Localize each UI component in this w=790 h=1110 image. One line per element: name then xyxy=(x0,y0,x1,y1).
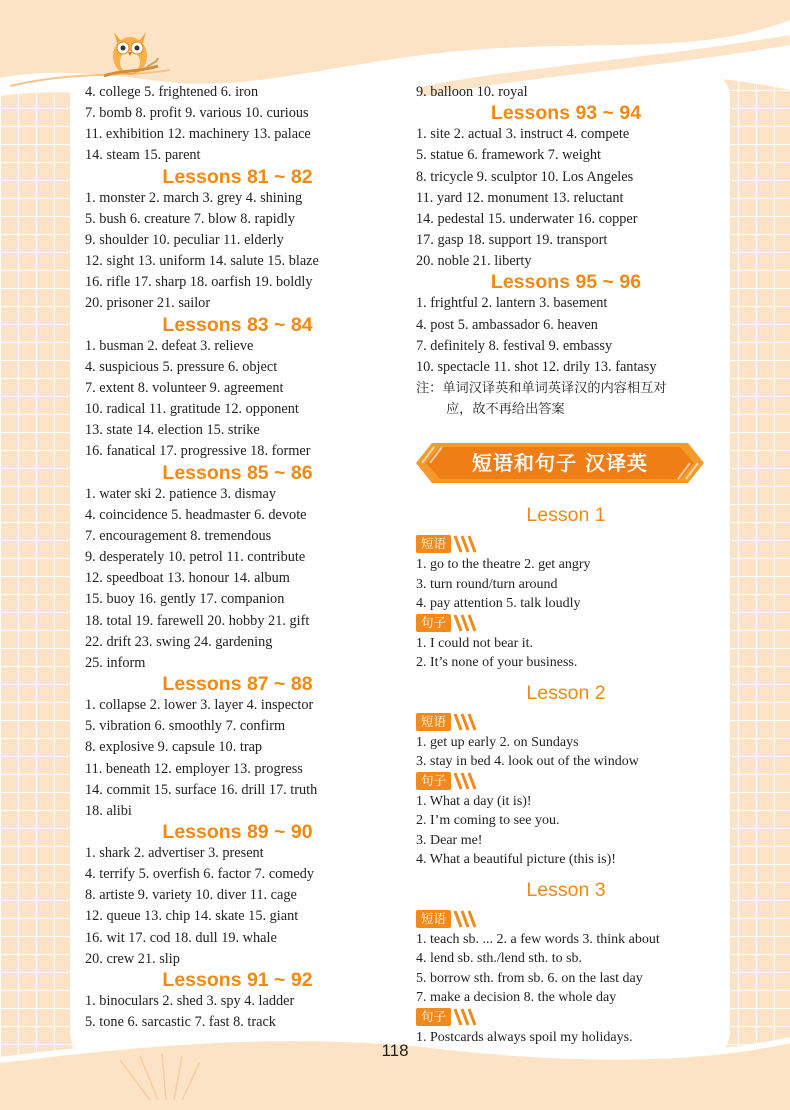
vocab-line: 7. definitely 8. festival 9. embassy xyxy=(416,337,613,354)
phrase-answer: 4. pay attention 5. talk loudly xyxy=(416,596,581,612)
phrases-tag-row xyxy=(416,535,716,555)
lesson-range-heading: Lessons 85 ~ 86 xyxy=(162,461,313,484)
phrase-answer: 1. teach sb. ... 2. a few words 3. think about xyxy=(416,931,660,947)
phrase-answer: 1. get up early 2. on Sundays xyxy=(416,734,579,750)
vocab-line: 20. crew 21. slip xyxy=(85,950,180,967)
lesson-range-heading: Lessons 81 ~ 82 xyxy=(162,165,313,188)
vocab-line: 1. monster 2. march 3. grey 4. shining xyxy=(85,189,303,206)
vocab-line: 1. shark 2. advertiser 3. present xyxy=(85,845,264,862)
vocab-line: 20. prisoner 21. sailor xyxy=(85,295,211,312)
vocab-line: 11. yard 12. monument 13. reluctant xyxy=(416,189,624,206)
sentences-tag: 句子 xyxy=(416,1008,451,1026)
lesson-range-heading: Lessons 91 ~ 92 xyxy=(162,968,313,991)
tag-stripes-icon xyxy=(453,713,477,731)
vocab-line: 1. frightful 2. lantern 3. basement xyxy=(416,295,608,312)
vocab-line: 7. extent 8. volunteer 9. agreement xyxy=(85,379,284,396)
vocab-line: 22. drift 23. swing 24. gardening xyxy=(85,633,273,650)
vocab-line: 12. sight 13. uniform 14. salute 15. blaze xyxy=(85,253,319,270)
sentence-answer: 1. I could not bear it. xyxy=(416,635,534,651)
vocab-line: 5. tone 6. sarcastic 7. fast 8. track xyxy=(85,1014,276,1031)
tag-stripes-icon xyxy=(453,910,477,928)
phrases-tag: 短语 xyxy=(416,713,451,731)
vocab-line: 16. fanatical 17. progressive 18. former xyxy=(85,443,311,460)
vocab-line: 11. exhibition 12. machinery 13. palace xyxy=(85,126,311,143)
sentence-answer: 2. I’m coming to see you. xyxy=(416,813,560,829)
vocab-line: 17. gasp 18. support 19. transport xyxy=(416,231,608,248)
vocab-line: 8. explosive 9. capsule 10. trap xyxy=(85,739,263,756)
note-line-2: 应，故不再给出答案 xyxy=(446,402,565,418)
lesson-range-heading: Lessons 87 ~ 88 xyxy=(162,672,313,695)
vocab-line: 18. total 19. farewell 20. hobby 21. gift xyxy=(85,612,310,629)
vocab-line: 13. state 14. election 15. strike xyxy=(85,422,260,439)
vocab-line: 4. suspicious 5. pressure 6. object xyxy=(85,358,278,375)
vocab-line: 9. desperately 10. petrol 11. contribute xyxy=(85,549,306,566)
vocab-line: 25. inform xyxy=(85,654,146,671)
vocab-line: 1. water ski 2. patience 3. dismay xyxy=(85,485,276,502)
phrase-answer: 3. turn round/turn around xyxy=(416,576,558,592)
sentences-tag-row xyxy=(416,772,716,792)
lesson-range-heading: Lessons 83 ~ 84 xyxy=(162,313,313,336)
sentences-tag-row xyxy=(416,614,716,634)
vocab-line: 7. encouragement 8. tremendous xyxy=(85,527,272,544)
tag-stripes-icon xyxy=(453,772,477,790)
vocab-line: 5. statue 6. framework 7. weight xyxy=(416,147,602,164)
vocab-line: 12. queue 13. chip 14. skate 15. giant xyxy=(85,908,299,925)
left-column xyxy=(85,82,390,1033)
sentences-tag: 句子 xyxy=(416,614,451,632)
phrases-tag: 短语 xyxy=(416,535,451,553)
lesson-block xyxy=(416,503,716,673)
phrase-answer: 7. make a decision 8. the whole day xyxy=(416,990,617,1006)
phrase-answer: 5. borrow sth. from sb. 6. on the last day xyxy=(416,970,643,986)
tag-stripes-icon xyxy=(453,614,477,632)
lesson-block xyxy=(416,681,716,870)
vocab-line: 10. radical 11. gratitude 12. opponent xyxy=(85,401,299,418)
vocab-line: 14. commit 15. surface 16. drill 17. truth xyxy=(85,781,318,798)
phrase-answer: 3. stay in bed 4. look out of the window xyxy=(416,754,639,770)
sentence-answer: 1. What a day (it is)! xyxy=(416,793,532,809)
answer-note xyxy=(416,378,716,420)
vocab-line: 10. spectacle 11. shot 12. drily 13. fantasy xyxy=(416,358,657,375)
right-column xyxy=(416,82,716,1047)
sentence-answer: 3. Dear me! xyxy=(416,832,483,848)
phrases-tag-row xyxy=(416,910,716,930)
owl-mascot-icon xyxy=(100,22,160,80)
phrase-answer: 4. lend sb. sth./lend sth. to sb. xyxy=(416,951,583,967)
tag-stripes-icon xyxy=(453,535,477,553)
vocab-line: 9. shoulder 10. peculiar 11. elderly xyxy=(85,231,284,248)
sentences-tag-row xyxy=(416,1008,716,1028)
vocab-line: 12. speedboat 13. honour 14. album xyxy=(85,570,290,587)
vocab-line: 4. college 5. frightened 6. iron xyxy=(85,84,259,100)
vocab-line: 4. post 5. ambassador 6. heaven xyxy=(416,316,598,333)
vocab-line: 7. bomb 8. profit 9. various 10. curious xyxy=(85,105,309,122)
sentences-tag: 句子 xyxy=(416,772,451,790)
right-vocabulary-list xyxy=(416,82,716,378)
lessons-list xyxy=(416,503,716,1047)
section-banner-title: 短语和句子 汉译英 xyxy=(472,451,648,476)
vocab-line: 15. buoy 16. gently 17. companion xyxy=(85,591,285,608)
lesson-title: Lesson 2 xyxy=(526,681,606,704)
vocab-line: 8. artiste 9. variety 10. diver 11. cage xyxy=(85,887,297,904)
vocab-line: 14. steam 15. parent xyxy=(85,147,201,164)
vocab-line: 1. busman 2. defeat 3. relieve xyxy=(85,337,254,354)
vocab-line: 4. terrify 5. overfish 6. factor 7. comedy xyxy=(85,866,315,883)
lesson-range-heading: Lessons 93 ~ 94 xyxy=(490,102,642,125)
vocab-line: 1. binoculars 2. shed 3. spy 4. ladder xyxy=(85,993,295,1010)
tag-stripes-icon xyxy=(453,1008,477,1026)
section-banner xyxy=(416,439,716,487)
vocab-line: 14. pedestal 15. underwater 16. copper xyxy=(416,210,638,227)
phrase-answer: 1. go to the theatre 2. get angry xyxy=(416,557,591,573)
phrases-tag-row xyxy=(416,713,716,733)
lesson-title: Lesson 1 xyxy=(526,504,606,527)
lesson-title: Lesson 3 xyxy=(526,878,606,901)
vocab-line: 4. coincidence 5. headmaster 6. devote xyxy=(85,506,307,523)
page-number: 118 xyxy=(381,1041,409,1060)
vocab-line: 18. alibi xyxy=(85,802,132,819)
vocab-line: 20. noble 21. liberty xyxy=(416,253,532,270)
lesson-block xyxy=(416,878,716,1048)
vocab-line: 5. vibration 6. smoothly 7. confirm xyxy=(85,718,286,735)
sentence-answer: 2. It’s none of your business. xyxy=(416,655,578,671)
vocab-line: 16. wit 17. cod 18. dull 19. whale xyxy=(85,929,277,946)
vocab-line: 5. bush 6. creature 7. blow 8. rapidly xyxy=(85,210,296,227)
vocab-line: 1. site 2. actual 3. instruct 4. compete xyxy=(416,126,630,143)
vocab-line: 8. tricycle 9. sculptor 10. Los Angeles xyxy=(416,168,634,185)
sentence-answer: 4. What a beautiful picture (this is)! xyxy=(416,852,616,868)
note-line-1: 注：单词汉译英和单词英译汉的内容相互对 xyxy=(416,380,667,396)
sentence-answer: 1. Postcards always spoil my holidays. xyxy=(416,1029,633,1045)
vocab-line: 9. balloon 10. royal xyxy=(416,84,528,100)
phrases-tag: 短语 xyxy=(416,910,451,928)
lesson-range-heading: Lessons 89 ~ 90 xyxy=(162,820,313,843)
lesson-range-heading: Lessons 95 ~ 96 xyxy=(490,271,642,294)
vocab-line: 1. collapse 2. lower 3. layer 4. inspector xyxy=(85,697,314,714)
vocab-line: 16. rifle 17. sharp 18. oarfish 19. boldly xyxy=(85,274,313,291)
vocab-line: 11. beneath 12. employer 13. progress xyxy=(85,760,303,777)
